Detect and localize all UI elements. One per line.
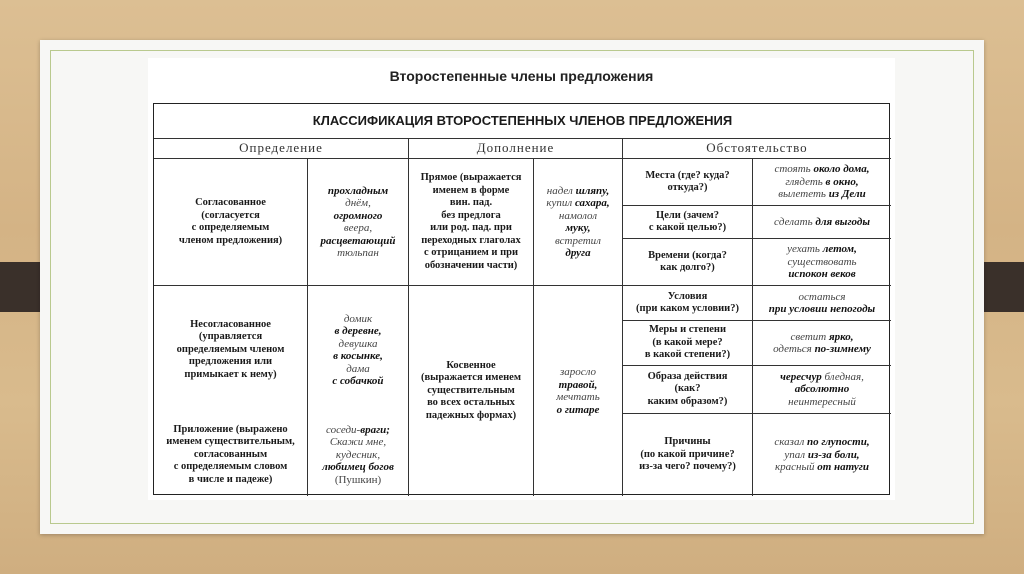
cell-obst-usloviya <box>623 286 753 321</box>
cell-obst-vremeni <box>623 239 753 286</box>
example-text: кудесник, <box>335 448 381 461</box>
cell-line <box>799 291 846 304</box>
cell-line: Меры и степени <box>648 324 727 336</box>
example-text: девушка <box>338 337 378 350</box>
section-header-dopolnenie: Дополнение <box>409 139 623 159</box>
example-emphasis: абсолютно <box>794 383 850 396</box>
cell-line: каким образом?) <box>647 395 728 407</box>
cell-line <box>345 197 371 210</box>
cell-line <box>333 350 383 363</box>
cell-line <box>344 222 372 235</box>
cell-line: как долго?) <box>660 262 715 273</box>
cell-line: переходных глаголах <box>421 234 521 246</box>
cell-line: (по какой причине? <box>640 448 735 460</box>
cell-line: Условия <box>667 290 708 302</box>
cell-opr-prilozh <box>154 414 308 496</box>
example-text: надел <box>546 184 576 197</box>
cell-line: с отрицанием и при <box>423 247 519 258</box>
cell-line <box>788 396 856 409</box>
cell-line: Цели (зачем? <box>656 209 719 221</box>
cell-line: Согласованное <box>195 197 266 208</box>
example-text: вылететь <box>778 188 829 201</box>
cell-obst-obraza <box>623 366 753 414</box>
cell-line <box>547 185 610 198</box>
example-emphasis: по глупости, <box>807 436 870 449</box>
example-text: дама <box>346 362 370 375</box>
cell-line: с определяемым словом <box>173 461 288 473</box>
example-emphasis: шляпу, <box>575 184 610 197</box>
cell-line <box>330 436 386 449</box>
example-emphasis: прохладным <box>327 184 389 197</box>
example-text: тюльпан <box>337 247 379 259</box>
cell-line <box>774 216 870 229</box>
cell-line <box>557 404 600 417</box>
example-emphasis: враги; <box>360 423 390 436</box>
example-text: стоять <box>774 163 814 176</box>
cell-line: откуда?) <box>667 182 708 193</box>
cell-line: из-за чего? почему?) <box>639 461 736 473</box>
cell-line: Приложение (выражено <box>173 423 288 435</box>
cell-obst-vremeni-ex <box>753 239 891 286</box>
example-emphasis: ярко, <box>828 330 854 343</box>
classification-table <box>153 103 890 495</box>
cell-line: падежных формах) <box>425 409 517 421</box>
example-emphasis: в косынке, <box>333 350 383 362</box>
cell-opr-sogl-ex <box>308 159 409 286</box>
cell-line <box>565 247 590 260</box>
cell-line <box>320 235 395 248</box>
cell-line <box>335 474 381 487</box>
cell-line: Причины <box>664 436 711 448</box>
cell-line: предложения или <box>188 356 273 368</box>
example-emphasis: от натуги <box>817 461 869 474</box>
cell-line <box>778 188 865 201</box>
cell-line <box>559 210 597 223</box>
cell-line: (при каком условии?) <box>636 303 739 314</box>
cell-line <box>334 210 383 223</box>
cell-obst-mesta <box>623 159 753 206</box>
example-text: сказал <box>774 436 807 449</box>
cell-line: (согласуется <box>201 209 260 221</box>
cell-line <box>780 371 864 384</box>
cell-dop-kosv <box>409 286 534 496</box>
cell-line: именем существительным, <box>166 436 295 448</box>
cell-line <box>344 313 372 326</box>
cell-line: примыкает к нему) <box>184 368 277 380</box>
cell-obst-usloviya-ex <box>753 286 891 321</box>
section-header-obstoyatelstvo: Обстоятельство <box>623 139 891 159</box>
cell-line <box>788 268 855 281</box>
cell-line <box>336 449 380 462</box>
cell-line <box>328 185 388 198</box>
cell-dop-kosv-ex <box>534 286 623 496</box>
cell-opr-sogl <box>154 159 308 286</box>
cell-line <box>775 461 869 474</box>
cell-line <box>326 424 390 437</box>
example-emphasis: около дома, <box>813 163 870 176</box>
cell-line: Образа действия <box>647 370 728 382</box>
example-emphasis: с собачкой <box>332 375 384 387</box>
example-text: остаться <box>798 290 846 303</box>
example-emphasis: из Дели <box>828 188 866 201</box>
cell-line <box>332 375 383 388</box>
example-text: красный <box>775 461 818 474</box>
example-emphasis: летом, <box>822 243 857 256</box>
example-emphasis: в деревне, <box>334 325 382 337</box>
cell-obst-mesta-ex <box>753 159 891 206</box>
example-emphasis: в окно, <box>825 175 859 188</box>
example-text: глядеть <box>785 175 826 188</box>
cell-line: существительным <box>427 384 515 396</box>
example-text: одеться <box>773 343 815 355</box>
cell-line <box>565 222 590 235</box>
cell-line: в какой степени?) <box>644 349 731 361</box>
cell-line: Места (где? куда? <box>645 169 730 181</box>
cell-line <box>795 383 850 396</box>
example-text: светит <box>790 330 829 343</box>
cell-line <box>337 247 379 260</box>
cell-line: с какой целью?) <box>648 222 727 233</box>
cell-line <box>790 331 853 344</box>
cell-dop-pryamoe <box>409 159 534 286</box>
cell-line: (как? <box>674 383 701 395</box>
cell-line <box>555 235 601 248</box>
cell-line: Косвенное <box>446 359 496 371</box>
example-emphasis: огромного <box>333 209 383 222</box>
cell-line: согласованным <box>193 448 268 460</box>
cell-line <box>785 176 858 189</box>
cell-line: в числе и падеже) <box>188 473 273 485</box>
cell-line: обозначении части) <box>424 259 518 271</box>
example-text: упал <box>784 448 808 461</box>
example-text: сделать <box>774 215 816 228</box>
example-emphasis: сахара, <box>574 197 610 209</box>
cell-line <box>769 303 875 316</box>
cell-line <box>784 449 859 462</box>
cell-line <box>334 325 381 338</box>
cell-opr-nesogl-ex <box>308 286 409 414</box>
cell-obst-mery <box>623 321 753 366</box>
cell-obst-prichiny <box>623 414 753 496</box>
example-text: днём, <box>345 197 371 209</box>
example-text: веера, <box>343 222 373 234</box>
cell-obst-prichiny-ex <box>753 414 891 496</box>
cell-line: (в какой мере? <box>652 336 723 348</box>
example-emphasis: испокон веков <box>788 268 856 281</box>
example-emphasis: травой, <box>558 378 598 391</box>
example-text: домик <box>343 312 373 325</box>
cell-line: без предлога <box>441 209 501 221</box>
example-emphasis: расцветающий <box>320 234 396 247</box>
cell-line <box>773 343 871 356</box>
example-emphasis: друга <box>565 247 591 259</box>
cell-line: определяемым членом <box>176 343 285 355</box>
example-text: неинтересный <box>788 395 856 408</box>
example-emphasis: при условии непогоды <box>768 303 876 315</box>
example-emphasis: для выгоды <box>815 215 870 228</box>
cell-dop-pryamoe-ex <box>534 159 623 286</box>
cell-line <box>560 366 596 379</box>
example-text: бледная, <box>821 370 864 383</box>
example-text: уехать <box>787 243 823 256</box>
example-emphasis: любимец богов <box>322 461 394 474</box>
section-header-opredelenie: Определение <box>154 139 409 159</box>
document-title: Второстепенные члены предложения <box>389 68 654 84</box>
example-text: Скажи мне, <box>329 436 387 449</box>
cell-line: с определяемым <box>191 222 270 233</box>
example-emphasis: о гитаре <box>556 403 600 416</box>
cell-line <box>787 256 856 269</box>
example-text: мечтать <box>556 391 600 403</box>
cell-line <box>559 379 598 392</box>
cell-line: (выражается именем <box>421 372 521 384</box>
example-emphasis: по-зимнему <box>814 343 871 355</box>
cell-line: (управляется <box>198 331 263 343</box>
cell-line: Времени (когда? <box>648 249 727 261</box>
cell-line <box>346 363 370 376</box>
cell-line <box>546 197 609 210</box>
cell-line <box>774 163 869 176</box>
cell-line: членом предложения) <box>178 234 283 246</box>
cell-obst-celi <box>623 206 753 239</box>
table-title: КЛАССИФИКАЦИЯ ВТОРОСТЕПЕННЫХ ЧЛЕНОВ ПРЕДЛОЖЕНИЯ <box>154 104 891 139</box>
cell-line <box>787 243 857 256</box>
example-text: заросло <box>559 366 597 378</box>
cell-opr-nesogl <box>154 286 308 414</box>
example-text: намолол <box>558 209 598 222</box>
cell-line <box>556 391 600 404</box>
cell-line <box>339 338 378 351</box>
example-text: соседи- <box>326 423 361 436</box>
example-emphasis: чересчур <box>780 370 822 383</box>
example-text: купил <box>546 197 575 209</box>
example-text: (Пушкин) <box>334 473 382 486</box>
cell-line: Прямое (выражается <box>420 172 522 183</box>
cell-obst-celi-ex <box>753 206 891 239</box>
cell-line: или род. пад. при <box>430 222 512 233</box>
cell-line <box>322 461 394 474</box>
cell-line: вин. пад. <box>449 197 493 208</box>
cell-obst-obraza-ex <box>753 366 891 414</box>
cell-line <box>774 436 869 449</box>
example-text: встретил <box>555 234 601 247</box>
example-text: существовать <box>787 255 857 268</box>
cell-line: во всех остальных <box>427 397 515 409</box>
cell-line: именем в форме <box>432 184 510 196</box>
example-emphasis: из-за боли, <box>807 448 860 461</box>
example-emphasis: муку, <box>565 222 591 234</box>
cell-opr-prilozh-ex <box>308 414 409 496</box>
cell-obst-mery-ex <box>753 321 891 366</box>
cell-line: Несогласованное <box>190 318 271 330</box>
